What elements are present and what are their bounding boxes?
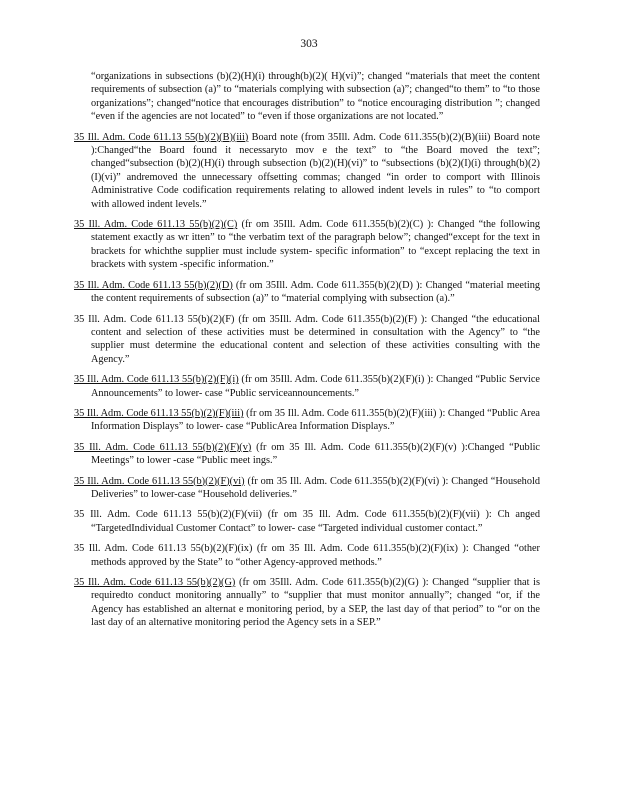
document-body xyxy=(74,70,540,637)
change-entry-text xyxy=(74,218,540,272)
change-description: (fr om 35 Ill. Adm. Code 611.355(b)(2)(F)(vii) ): Ch anged “TargetedIndividual Customer Contact” to lower- case “Targeted individual customer contact.” xyxy=(91,509,540,534)
change-description: (fr om 35Ill. Adm. Code 611.355(b)(2)(F) ): Changed “the educational content and selection of these activities must be determined in consultation with the Agency” to “the supplier must determine the educational content and selection of these activities consulting with the Agency.” xyxy=(91,313,540,365)
change-description: Board note (from 35Ill. Adm. Code 611.355(b)(2)(B)(iii) Board note ):Changed“the Board found it necessaryto mov e the text” to “the Board moved the text”; changed“subsection (b)(2)(H)(i) through subsection (b)(2)(H)(vi)” to “subsections (b)(2)(I)(i) through(b)(2)(I)(vi)” andremoved the unnecessary offsetting commas; changed “in order to comport with Illinois Administrative Code codification requirements relating to allowed indent levels in rules” to “to comport with allowed indent levels.” xyxy=(91,131,541,210)
change-entry-text xyxy=(74,131,540,211)
change-entry-text xyxy=(74,373,540,400)
code-reference: 35 Ill. Adm. Code 611.13 55(b)(2)(F)(vi) xyxy=(74,475,245,487)
change-description: (fr om 35 Ill. Adm. Code 611.355(b)(2)(F)(ix) ): Changed “other methods approved by the State” to “other Agency-approved methods.” xyxy=(91,543,540,568)
code-reference: 35 Ill. Adm. Code 611.13 55(b)(2)(F)(i) xyxy=(74,374,239,386)
change-entry xyxy=(74,313,540,367)
code-reference: 35 Ill. Adm. Code 611.13 55(b)(2)(F) xyxy=(74,313,235,325)
change-entry-text xyxy=(74,475,540,502)
change-entry xyxy=(74,407,540,434)
change-entry xyxy=(74,508,540,535)
change-description: (fr om 35Ill. Adm. Code 611.355(b)(2)(F)(i) ): Changed “Public Service Announcements” to lower- case “Public serviceannouncements.” xyxy=(91,374,540,399)
code-reference: 35 Ill. Adm. Code 611.13 55(b)(2)(B)(iii) xyxy=(74,131,249,143)
page-number: 303 xyxy=(300,38,318,50)
code-reference: 35 Ill. Adm. Code 611.13 55(b)(2)(F)(ix) xyxy=(74,543,253,555)
change-description: (fr om 35 Ill. Adm. Code 611.355(b)(2)(F)(iii) ): Changed “Public Area Information Displays” to lower- case “PublicArea Information Displays.” xyxy=(91,407,540,433)
change-entry xyxy=(74,542,540,569)
change-entry xyxy=(74,475,540,502)
change-description: (fr om 35 Ill. Adm. Code 611.355(b)(2)(F)(vi) ): Changed “Household Deliveries” to lower-case “Household deliveries.” xyxy=(91,475,540,500)
change-description: (fr om 35Ill. Adm. Code 611.355(b)(2)(D) ): Changed “material meeting the content requirements of subsection (a)” to “material complying with subsection (a).” xyxy=(91,279,541,305)
change-list xyxy=(74,131,540,630)
code-reference: 35 Ill. Adm. Code 611.13 55(b)(2)(F)(v) xyxy=(74,441,252,453)
change-entry-text xyxy=(74,576,540,630)
code-reference: 35 Ill. Adm. Code 611.13 55(b)(2)(D) xyxy=(74,279,233,291)
change-description: (fr om 35 Ill. Adm. Code 611.355(b)(2)(F)(v) ):Changed “Public Meetings” to lower -case “Public meet ings.” xyxy=(91,441,540,467)
intro-paragraph: “organizations in subsections (b)(2)(H)(i) through(b)(2)( H)(vi)”; changed “materials that meet the content requirements of subsection (a)” to “materials complying with subsection (a)”; changed“to them” to “to those organizations”; changed“notice that encourages distribution” to “notice encouraging distribution ”; changed “even if the agencies are not located” to “even if those organizations are not located.” xyxy=(91,71,540,123)
change-entry xyxy=(74,218,540,272)
code-reference: 35 Ill. Adm. Code 611.13 55(b)(2)(C) xyxy=(74,219,238,231)
code-reference: 35 Ill. Adm. Code 611.13 55(b)(2)(F)(vii) xyxy=(74,509,262,521)
change-entry-text xyxy=(74,407,540,434)
change-entry-text xyxy=(74,542,540,569)
change-entry xyxy=(74,441,540,468)
change-entry xyxy=(74,576,540,630)
change-entry xyxy=(74,279,540,306)
change-entry-text xyxy=(74,279,540,306)
code-reference: 35 Ill. Adm. Code 611.13 55(b)(2)(G) xyxy=(74,577,236,588)
change-description: (fr om 35Ill. Adm. Code 611.355(b)(2)(G) ): Changed “supplier that is requiredto conduct monitoring annually” to “supplier that must monitor annually”; changed “or, if the Agency has established an alternat e monitoring period, by a SEP, the last day of that period” to “or on the last day of an alternative monitoring period the Agency sets in a SEP.” xyxy=(91,577,541,629)
change-entry xyxy=(74,373,540,400)
change-description: (fr om 35Ill. Adm. Code 611.355(b)(2)(C) ): Changed “the following statement exactly as wr itten” to “the verbatim text of the paragraph below”; changed“except for the text in brackets for whichthe supplier must include system- specific information” to “except replacing the text in brackets with system -specific information.” xyxy=(91,219,540,271)
code-reference: 35 Ill. Adm. Code 611.13 55(b)(2)(F)(iii) xyxy=(74,407,244,419)
change-entry-text xyxy=(74,313,540,367)
change-entry xyxy=(74,131,540,211)
change-entry-text xyxy=(74,441,540,468)
change-entry-text xyxy=(74,508,540,535)
